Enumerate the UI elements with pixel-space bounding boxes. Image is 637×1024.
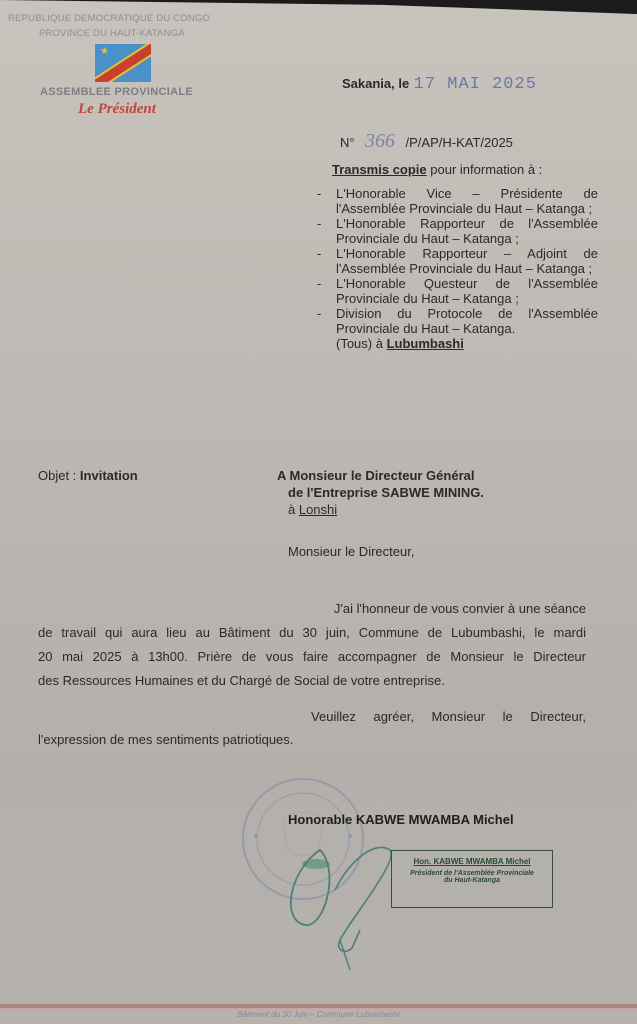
body-line-4: des Ressources Humaines et du Chargé de Social de votre entreprise.	[38, 673, 445, 688]
body-line-1: J'ai l'honneur de vous convier à une séance	[333, 601, 586, 616]
letterhead-country: REPUBLIQUE DEMOCRATIQUE DU CONGO	[8, 13, 211, 24]
copy-recipient: - L'Honorable Questeur de l'Assemblée Provinciale du Haut – Katanga ;	[313, 276, 598, 306]
copies-closing-city: Lubumbashi	[386, 336, 464, 351]
copy-recipient: - L'Honorable Rapporteur – Adjoint de l'Assemblée Provinciale du Haut – Katanga ;	[313, 246, 598, 276]
copies-heading	[332, 162, 542, 178]
signature-block-stamp	[391, 850, 553, 908]
copy-recipient: - Division du Protocole de l'Assemblée Provinciale du Haut – Katanga.	[313, 306, 598, 336]
copy-recipient: - L'Honorable Vice – Présidente de l'Assemblée Provinciale du Haut – Katanga ;	[313, 186, 598, 216]
addressee-prefix: à	[288, 502, 299, 517]
subject-line	[38, 468, 138, 484]
signatory-name: Honorable KABWE MWAMBA Michel	[288, 812, 514, 827]
dateline	[342, 75, 537, 94]
addressee-line1: A Monsieur le Directeur Général	[277, 468, 475, 483]
closing-line-1: Veuillez agréer, Monsieur le Directeur,	[311, 709, 586, 724]
addressee-city: Lonshi	[298, 502, 338, 517]
letterhead-office: Le Président	[78, 101, 156, 117]
date-stamp: 17 MAI 2025	[413, 75, 537, 94]
reference-code: /P/AP/H-KAT/2025	[405, 135, 513, 150]
signature-box-title-2: du Haut-Katanga	[444, 877, 500, 884]
drc-flag-icon	[95, 44, 151, 82]
letterhead-province: PROVINCE DU HAUT-KATANGA	[39, 28, 185, 39]
flag-star-icon: ★	[100, 46, 109, 57]
handwritten-number: 366	[365, 130, 396, 152]
signature-box-name: Hon. KABWE MWAMBA Michel	[413, 857, 531, 866]
subject-value: Invitation	[79, 468, 138, 483]
addressee-line2: de l'Entreprise SABWE MINING.	[288, 485, 484, 500]
copies-closing	[313, 336, 598, 351]
dateline-place: Sakania, le	[342, 76, 410, 91]
signature-box-title-1: Président de l'Assemblée Provinciale	[410, 870, 534, 877]
body-line-3: 20 mai 2025 à 13h00. Prière de vous faire accompagner de Monsieur le Directeur	[38, 649, 586, 664]
subject-label: Objet :	[38, 468, 80, 483]
reference-number	[340, 130, 513, 153]
copies-heading-rest: pour information à :	[426, 162, 543, 177]
body-line-2: de travail qui aura lieu au Bâtiment du 30 juin, Commune de Lubumbashi, le mardi	[38, 625, 586, 640]
closing-line-2: l'expression de mes sentiments patriotiques.	[38, 732, 294, 747]
reference-prefix: N°	[340, 135, 355, 150]
copies-list	[313, 186, 598, 351]
copies-heading-underlined: Transmis copie	[332, 162, 427, 177]
letterhead-institution: ASSEMBLEE PROVINCIALE	[40, 86, 193, 98]
footer-divider	[0, 1004, 637, 1008]
copy-recipient: - L'Honorable Rapporteur de l'Assemblée Provinciale du Haut – Katanga ;	[313, 216, 598, 246]
copies-closing-prefix: (Tous) à	[336, 336, 387, 351]
addressee-city-line	[288, 502, 337, 518]
photo-top-shadow	[0, 0, 637, 14]
footer-address: Bâtiment du 30 Juin – Commune Lubumbashi	[237, 1010, 400, 1019]
salutation: Monsieur le Directeur,	[288, 544, 415, 559]
